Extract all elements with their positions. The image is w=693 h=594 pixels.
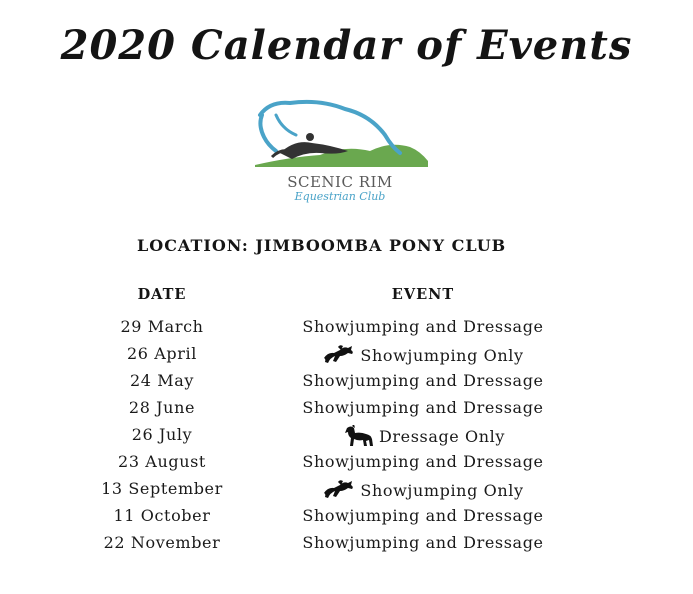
event-date: 11 October <box>113 506 211 525</box>
events-list <box>0 315 693 558</box>
club-logo <box>250 95 430 207</box>
event-name: Showjumping and Dressage <box>302 533 544 552</box>
event-name-wrap <box>284 425 562 447</box>
event-date: 13 September <box>101 479 223 498</box>
event-name: Showjumping and Dressage <box>302 371 544 390</box>
event-name: Showjumping and Dressage <box>302 452 544 471</box>
event-row <box>0 396 693 423</box>
event-name-wrap <box>284 506 562 525</box>
event-row <box>0 342 693 369</box>
event-column-header: EVENT <box>391 286 455 303</box>
event-row <box>0 450 693 477</box>
jumping-horse-icon <box>322 479 356 501</box>
event-row <box>0 369 693 396</box>
event-name-wrap <box>284 452 562 471</box>
date-column-header: DATE <box>137 286 187 303</box>
logo-subtitle: Equestrian Club <box>294 190 386 203</box>
event-name: Showjumping and Dressage <box>302 506 544 525</box>
event-name: Showjumping Only <box>360 481 524 500</box>
logo-name: SCENIC RIM <box>287 173 393 191</box>
event-name-wrap <box>284 398 562 417</box>
event-name-wrap <box>284 344 562 366</box>
event-name-wrap <box>284 317 562 336</box>
event-date: 24 May <box>129 371 194 390</box>
event-row <box>0 477 693 504</box>
page-title: 2020 Calendar of Events <box>60 22 633 69</box>
event-name: Showjumping and Dressage <box>302 398 544 417</box>
event-name-wrap <box>284 371 562 390</box>
event-row <box>0 531 693 558</box>
event-row <box>0 504 693 531</box>
dressage-horse-icon <box>341 425 375 447</box>
event-date: 23 August <box>118 452 206 471</box>
jumping-horse-icon <box>322 344 356 366</box>
event-date: 26 April <box>127 344 197 363</box>
event-row <box>0 423 693 450</box>
event-name: Dressage Only <box>378 427 506 446</box>
event-date: 28 June <box>128 398 196 417</box>
event-name-wrap <box>284 479 562 501</box>
event-name: Showjumping and Dressage <box>302 317 544 336</box>
location-heading: LOCATION: JIMBOOMBA PONY CLUB <box>137 236 507 255</box>
horse-logo-icon <box>250 95 430 175</box>
event-row <box>0 315 693 342</box>
event-date: 29 March <box>120 317 204 336</box>
event-name-wrap <box>284 533 562 552</box>
event-date: 26 July <box>131 425 193 444</box>
event-name: Showjumping Only <box>360 346 524 365</box>
event-date: 22 November <box>103 533 221 552</box>
